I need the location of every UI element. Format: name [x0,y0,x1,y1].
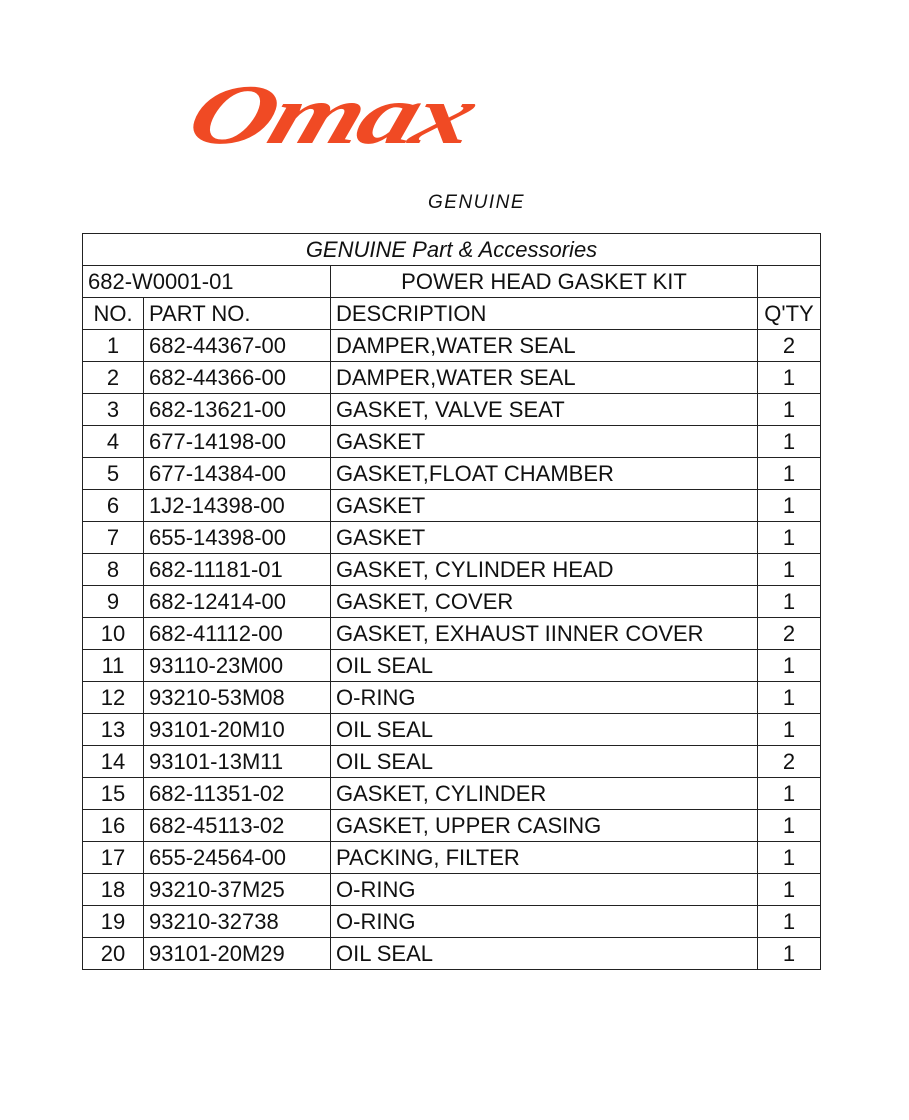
row-description: OIL SEAL [331,714,758,746]
row-qty: 1 [758,874,821,906]
table-row [83,426,821,458]
table-title: GENUINE Part & Accessories [83,234,821,266]
table-row [83,586,821,618]
row-description: OIL SEAL [331,650,758,682]
table-row [83,554,821,586]
table-row [83,490,821,522]
row-no: 5 [83,458,144,490]
row-no: 9 [83,586,144,618]
header-no: NO. [83,298,144,330]
row-qty: 2 [758,330,821,362]
row-part-no: 682-11181-01 [144,554,331,586]
row-no: 20 [83,938,144,970]
row-qty: 1 [758,906,821,938]
row-qty: 1 [758,522,821,554]
row-no: 8 [83,554,144,586]
row-qty: 1 [758,458,821,490]
row-no: 17 [83,842,144,874]
row-qty: 1 [758,650,821,682]
kit-name: POWER HEAD GASKET KIT [331,266,758,298]
header-part-no: PART NO. [144,298,331,330]
row-part-no: 682-13621-00 [144,394,331,426]
table-row [83,394,821,426]
row-part-no: 93210-32738 [144,906,331,938]
row-no: 3 [83,394,144,426]
row-qty: 1 [758,426,821,458]
row-description: OIL SEAL [331,746,758,778]
row-description: GASKET [331,522,758,554]
row-qty: 1 [758,362,821,394]
table-row [83,938,821,970]
row-part-no: 93101-13M11 [144,746,331,778]
header-row [83,298,821,330]
table-row [83,618,821,650]
row-qty: 1 [758,586,821,618]
table-title-row [83,234,821,266]
row-description: O-RING [331,682,758,714]
row-part-no: 682-11351-02 [144,778,331,810]
table-row [83,682,821,714]
row-description: GASKET, COVER [331,586,758,618]
row-qty: 1 [758,490,821,522]
row-description: DAMPER,WATER SEAL [331,330,758,362]
row-description: O-RING [331,874,758,906]
row-part-no: 93101-20M29 [144,938,331,970]
row-part-no: 682-44367-00 [144,330,331,362]
row-part-no: 1J2-14398-00 [144,490,331,522]
row-part-no: 677-14384-00 [144,458,331,490]
row-no: 6 [83,490,144,522]
row-description: GASKET [331,426,758,458]
row-no: 16 [83,810,144,842]
table-row [83,362,821,394]
table-row [83,522,821,554]
table-row [83,810,821,842]
row-description: PACKING, FILTER [331,842,758,874]
parts-table [82,233,821,970]
logo-brand: Omax [176,67,487,162]
kit-qty-empty [758,266,821,298]
table-row [83,874,821,906]
table-row [83,746,821,778]
row-no: 11 [83,650,144,682]
row-qty: 2 [758,746,821,778]
row-description: GASKET,FLOAT CHAMBER [331,458,758,490]
table-row [83,714,821,746]
table-row [83,458,821,490]
row-description: DAMPER,WATER SEAL [331,362,758,394]
row-no: 12 [83,682,144,714]
row-part-no: 682-44366-00 [144,362,331,394]
row-part-no: 682-45113-02 [144,810,331,842]
row-part-no: 682-41112-00 [144,618,331,650]
table-row [83,778,821,810]
header-qty: Q'TY [758,298,821,330]
row-description: OIL SEAL [331,938,758,970]
table-row [83,650,821,682]
row-no: 15 [83,778,144,810]
row-qty: 1 [758,682,821,714]
row-qty: 1 [758,938,821,970]
kit-number: 682-W0001-01 [83,266,331,298]
row-part-no: 677-14198-00 [144,426,331,458]
row-qty: 1 [758,842,821,874]
row-qty: 2 [758,618,821,650]
row-part-no: 655-24564-00 [144,842,331,874]
row-no: 1 [83,330,144,362]
row-description: GASKET, EXHAUST IINNER COVER [331,618,758,650]
row-qty: 1 [758,554,821,586]
table-row [83,906,821,938]
row-qty: 1 [758,714,821,746]
row-description: O-RING [331,906,758,938]
row-no: 14 [83,746,144,778]
row-description: GASKET, CYLINDER HEAD [331,554,758,586]
row-qty: 1 [758,394,821,426]
row-no: 4 [83,426,144,458]
row-no: 19 [83,906,144,938]
logo-subtitle: GENUINE [428,192,526,213]
header-description: DESCRIPTION [331,298,758,330]
row-no: 10 [83,618,144,650]
row-part-no: 93210-53M08 [144,682,331,714]
row-description: GASKET, VALVE SEAT [331,394,758,426]
row-part-no: 93110-23M00 [144,650,331,682]
kit-row [83,266,821,298]
row-no: 18 [83,874,144,906]
table-row [83,330,821,362]
row-description: GASKET, CYLINDER [331,778,758,810]
row-part-no: 655-14398-00 [144,522,331,554]
omax-logo [176,67,570,223]
row-no: 13 [83,714,144,746]
row-no: 2 [83,362,144,394]
row-part-no: 93210-37M25 [144,874,331,906]
row-part-no: 93101-20M10 [144,714,331,746]
row-part-no: 682-12414-00 [144,586,331,618]
table-row [83,842,821,874]
row-qty: 1 [758,778,821,810]
row-no: 7 [83,522,144,554]
row-qty: 1 [758,810,821,842]
row-description: GASKET, UPPER CASING [331,810,758,842]
row-description: GASKET [331,490,758,522]
